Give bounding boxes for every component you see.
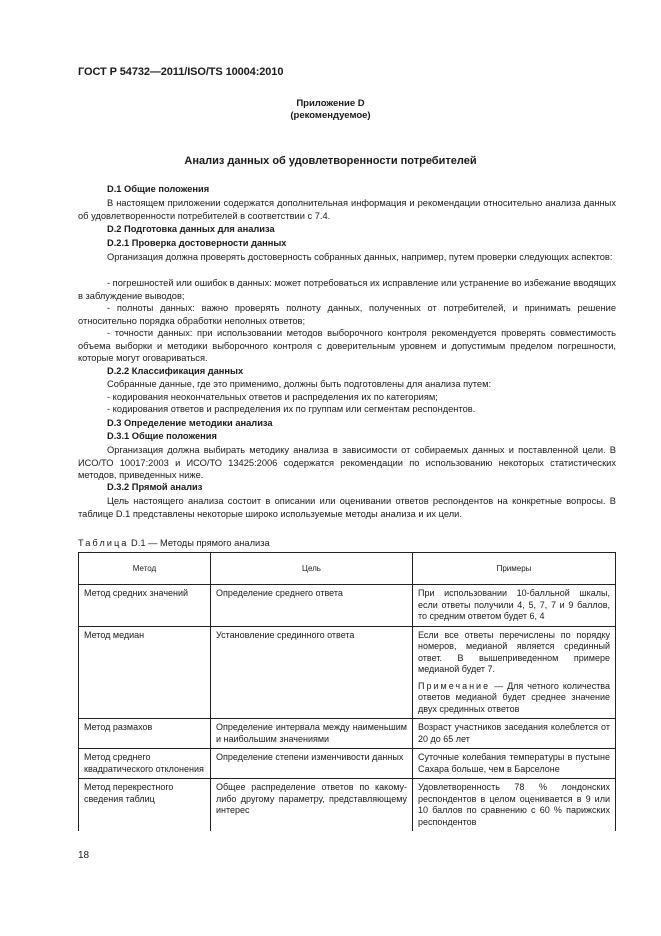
table-header-row: [79, 553, 616, 585]
list-item-errors: - погрешностей или ошибок в данных: может потребоваться их исправление или устранение во избежание вводящих в заблуждение выводов;: [78, 278, 616, 301]
section-heading-d32: D.3.2 Прямой анализ: [107, 482, 203, 492]
section-heading-d31: D.3.1 Общие положения: [107, 431, 217, 441]
cell-goal: Определение интервала между наименьшим и наибольшим значениями: [211, 719, 413, 749]
section-heading-d22: D.2.2 Классификация данных: [107, 366, 244, 376]
table-row: [79, 585, 616, 627]
cell-goal: Общее распределение ответов по какому-либо другому параметру, представляющему интерес: [211, 779, 413, 832]
cell-method: Метод средних значений: [79, 585, 211, 627]
cell-goal: Определение среднего ответа: [211, 585, 413, 627]
section-heading-d21: D.2.1 Проверка достоверности данных: [107, 238, 287, 248]
cell-goal: Установление срединного ответа: [211, 626, 413, 719]
note-label: Примечание: [418, 680, 491, 691]
table-caption-text: D.1 — Методы прямого анализа: [128, 538, 270, 548]
paragraph-d22: Собранные данные, где это применимо, должны быть подготовлены для анализа путем:: [107, 379, 492, 389]
list-item-accuracy: - точности данных: при использовании методов выборочного контроля рекомендуется проверять совместимость объема выборки и методики выборочного контроля с доверительным уровнем и допустимым пределом погрешности, которые могут оговариваться.: [78, 328, 616, 364]
cell-example: Суточные колебания температуры в пустыне Сахара больше, чем в Барселоне: [413, 749, 616, 779]
note-text: — Для четного количества ответов медианой будет среднее значение двух срединных ответов: [418, 680, 610, 714]
table-caption: [78, 538, 270, 548]
cell-example: Возраст участников заседания колеблется от 20 до 65 лет: [413, 719, 616, 749]
list-item-coding-1: - кодирования неокончательных ответов и распределения их по категориям;: [107, 392, 438, 402]
paragraph-d32: Цель настоящего анализа состоит в описании или оценивании ответов респондентов на конкретные вопросы. В таблице D.1 представлены некоторые широко используемые методы анализа и их цели.: [78, 496, 616, 519]
page-title: Анализ данных об удовлетворенности потребителей: [184, 155, 477, 167]
cell-example: Удовлетворенность 78 % лондонских респондентов в целом оценивается в 9 или 10 баллов по сравнению с 60 % парижских респондентов: [413, 779, 616, 832]
table-row: [79, 749, 616, 779]
paragraph-d1: В настоящем приложении содержатся дополнительная информация и рекомендации относительно анализа данных об удовлетворенности потребителей в соответствии с 7.4.: [78, 198, 616, 221]
appendix-status: (рекомендуемое): [290, 110, 371, 121]
cell-example: [413, 626, 616, 719]
paragraph-d21: Организация должна проверять достоверность собранных данных, например, путем проверки следующих аспектов:: [107, 252, 613, 262]
section-heading-d3: D.3 Определение методики анализа: [107, 418, 273, 428]
table-row: [79, 626, 616, 719]
table-note: [418, 681, 610, 716]
column-header-method: Метод: [79, 553, 211, 585]
appendix-label: Приложение D: [296, 98, 365, 109]
table-row: [79, 779, 616, 832]
cell-method: Метод среднего квадратического отклонения: [79, 749, 211, 779]
cell-method: Метод перекрестного сведения таблиц: [79, 779, 211, 832]
table-caption-word: Таблица: [78, 538, 129, 548]
list-item-coding-2: - кодирования ответов и распределения их по группам или сегментам респондентов.: [107, 404, 476, 414]
page-number: 18: [78, 850, 90, 861]
paragraph-d31: Организация должна выбирать методику анализа в зависимости от собираемых данных и поставленной цели. В ИСО/ТО 10017:2003 и ИСО/ТО 13425:2006 содержатся рекомендации по использованию некоторых статистических методов, приведенных ниже.: [78, 445, 616, 481]
methods-table: [78, 552, 616, 831]
section-heading-d1: D.1 Общие положения: [107, 184, 210, 194]
cell-example: При использовании 10-балльной шкалы, если ответы получили 4, 5, 7, 7 и 9 баллов, то средним ответом будет 6, 4: [413, 585, 616, 627]
list-item-completeness: - полноты данных: важно проверять полноту данных, полученных от потребителей, и принимать решение относительно порядка обработки неполных ответов;: [78, 303, 616, 326]
cell-method: Метод медиан: [79, 626, 211, 719]
section-heading-d2: D.2 Подготовка данных для анализа: [107, 224, 275, 234]
table-row: [79, 719, 616, 749]
column-header-examples: Примеры: [413, 553, 616, 585]
example-text: Если все ответы перечислены по порядку номеров, медианой является срединный ответ. В вышеприведенном примере медианой будет 7.: [418, 629, 610, 674]
cell-method: Метод размахов: [79, 719, 211, 749]
column-header-goal: Цель: [211, 553, 413, 585]
cell-goal: Определение степени изменчивости данных: [211, 749, 413, 779]
document-code: ГОСТ Р 54732—2011/ISO/TS 10004:2010: [78, 66, 284, 78]
